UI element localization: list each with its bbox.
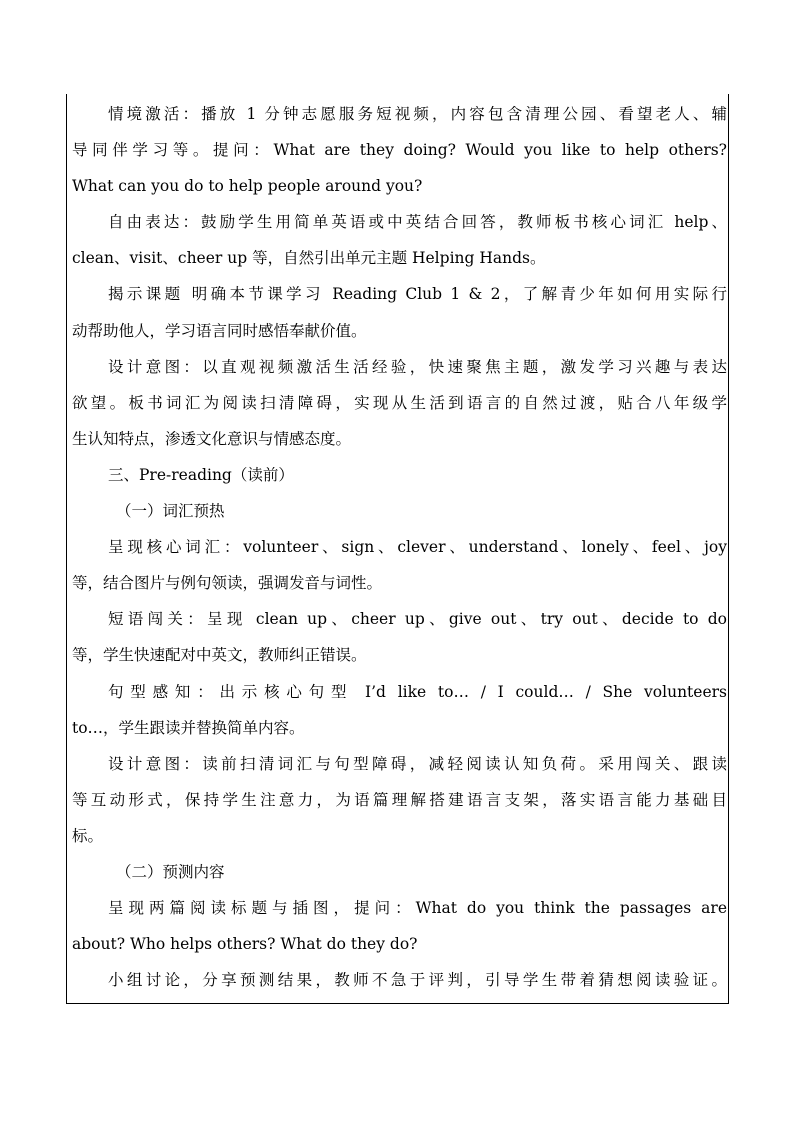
paragraph-line: 等，结合图片与例句领读，强调发音与词性。 <box>72 574 383 593</box>
subsection-heading: （二）预测内容 <box>116 862 225 881</box>
paragraph-line: 设计意图：以直观视频激活生活经验，快速聚焦主题，激发学习兴趣与表达 <box>108 357 727 376</box>
paragraph-line: 小组讨论，分享预测结果，教师不急于评判，引导学生带着猜想阅读验证。 <box>108 971 727 990</box>
paragraph-line: What can you do to help people around you? <box>72 177 423 196</box>
paragraph-line: 等，学生快速配对中英文，教师纠正错误。 <box>72 646 367 665</box>
subsection-heading: （一）词汇预热 <box>116 502 225 521</box>
lesson-plan-content <box>72 96 727 998</box>
paragraph-line: 呈现核心词汇：volunteer、sign、clever、understand、lonely、feel、joy <box>108 538 727 557</box>
paragraph-line: 自由表达：鼓励学生用简单英语或中英结合回答，教师板书核心词汇 help、 <box>108 213 727 232</box>
paragraph-line: about? Who helps others? What do they do? <box>72 935 418 954</box>
paragraph-line: 揭示课题 明确本节课学习 Reading Club 1 & 2，了解青少年如何用实际行 <box>108 285 727 304</box>
paragraph-line: 情境激活：播放 1 分钟志愿服务短视频，内容包含清理公园、看望老人、辅 <box>108 105 727 123</box>
paragraph-line: 导同伴学习等。提问：What are they doing? Would you like to help others? <box>72 141 727 160</box>
paragraph-line: 呈现两篇阅读标题与插图，提问：What do you think the passages are <box>108 899 727 918</box>
paragraph-line: 标。 <box>72 826 104 845</box>
paragraph-line: 等互动形式，保持学生注意力，为语篇理解搭建语言支架，落实语言能力基础目 <box>72 790 727 809</box>
paragraph-line: to…，学生跟读并替换简单内容。 <box>72 718 305 737</box>
paragraph-line: 动帮助他人，学习语言同时感悟奉献价值。 <box>72 321 367 340</box>
section-heading: 三、Pre-reading（读前） <box>108 465 294 484</box>
paragraph-line: 句型感知：出示核心句型 I’d like to… / I could… / She volunteers <box>108 682 727 701</box>
paragraph-line: 设计意图：读前扫清词汇与句型障碍，减轻阅读认知负荷。采用闯关、跟读 <box>108 754 727 773</box>
paragraph-line: 欲望。板书词汇为阅读扫清障碍，实现从生活到语言的自然过渡，贴合八年级学 <box>72 393 727 412</box>
paragraph-line: clean、visit、cheer up 等，自然引出单元主题 Helping Hands。 <box>72 249 546 268</box>
paragraph-line: 短语闯关：呈现 clean up、cheer up、give out、try out、decide to do <box>108 610 727 629</box>
paragraph-line: 生认知特点，渗透文化意识与情感态度。 <box>72 429 352 448</box>
